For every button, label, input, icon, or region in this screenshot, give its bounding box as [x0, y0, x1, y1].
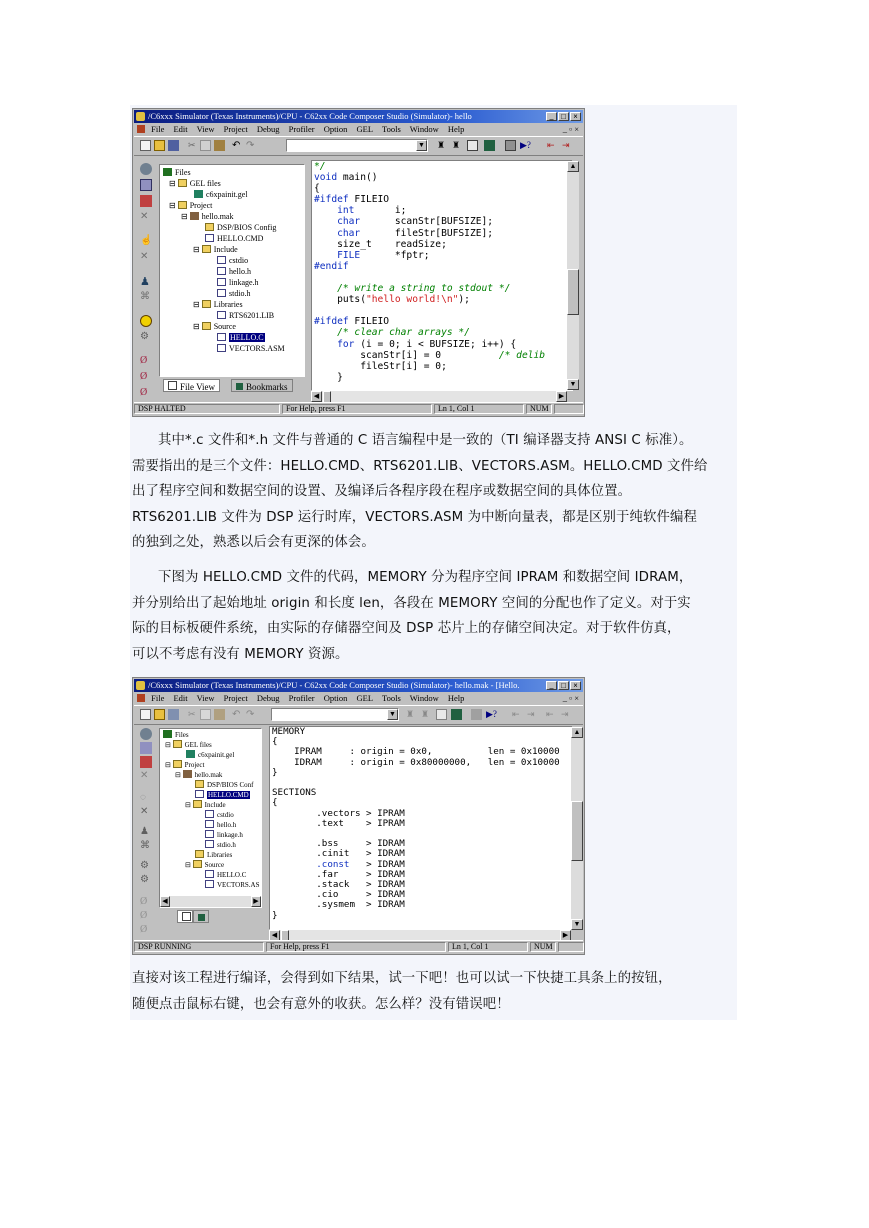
para2-line3: 际的目标板硬件系统，由实际的存储器空间及 DSP 芯片上的存储空间决定。对于软件仿真，: [132, 621, 681, 636]
file-icon: [205, 840, 214, 848]
para1-line5: 的独到之处，熟悉以后会有更深的体会。: [132, 535, 375, 550]
bookmarks-icon: [198, 914, 205, 921]
file-icon: [205, 870, 214, 878]
scroll-up-button[interactable]: ▲: [571, 727, 583, 738]
tree-node-gel-files[interactable]: ⊟ GEL files: [165, 741, 212, 749]
folder-icon: [173, 760, 182, 768]
clock-icon[interactable]: [140, 315, 152, 327]
paragraph-1: [132, 428, 734, 556]
tree-tabs: [159, 910, 262, 924]
save-icon[interactable]: [168, 140, 179, 151]
step-into-icon[interactable]: [140, 163, 152, 175]
help-pointer-icon[interactable]: ▶?: [520, 140, 531, 150]
menu-option[interactable]: Option: [323, 693, 348, 703]
run-icon[interactable]: ☝: [140, 235, 153, 246]
find-next-icon[interactable]: ♜: [421, 709, 430, 719]
print-icon[interactable]: [505, 140, 516, 151]
tree-tabs: [159, 379, 305, 393]
probe-icon[interactable]: Ø: [140, 371, 148, 382]
bookmark-icon[interactable]: [451, 709, 462, 720]
menu-profiler[interactable]: Profiler: [288, 124, 315, 134]
chevron-down-icon[interactable]: ▼: [387, 709, 398, 720]
save-icon[interactable]: [168, 709, 179, 720]
window-title-bar[interactable]: [134, 110, 583, 123]
indent-icon[interactable]: ⇤: [547, 140, 555, 150]
scroll-down-button[interactable]: ▼: [567, 379, 579, 390]
window-title: /C6xxx Simulator (Texas Instruments)/CPU - C62xx Code Composer Studio (Simulator)- hello: [148, 111, 472, 121]
tab-bookmarks[interactable]: [193, 910, 209, 923]
file-view-icon: [168, 381, 177, 390]
para1-line1: 其中*.c 文件和*.h 文件与普通的 C 语言编程中是一致的（TI 编译器支持 ANSI C 标准）。: [158, 433, 693, 448]
status-extra: [558, 942, 584, 952]
tree-node-project[interactable]: ⊟ Project: [169, 201, 213, 210]
menu-gel[interactable]: GEL: [356, 124, 374, 134]
outdent-icon[interactable]: ⇥: [527, 709, 535, 719]
para1-line3: 出了程序空间和数据空间的设置、及编译后各程序段在程序或数据空间的具体位置。: [132, 484, 632, 499]
tree-node-src1[interactable]: HELLO.C: [205, 870, 246, 880]
menu-debug[interactable]: Debug: [256, 124, 280, 134]
tree-node-lib1[interactable]: RTS6201.LIB: [217, 311, 274, 321]
maximize-button[interactable]: □: [558, 112, 569, 121]
tree-node-include[interactable]: ⊟ Include: [193, 245, 238, 254]
paste-icon[interactable]: [214, 140, 225, 151]
tree-node-project[interactable]: ⊟ Project: [165, 761, 205, 769]
paste-icon[interactable]: [214, 709, 225, 720]
minimize-button[interactable]: _: [546, 112, 557, 121]
window-title: /C6xxx Simulator (Texas Instruments)/CPU - C62xx Code Composer Studio (Simulator)- hello.mak - [Hello.: [148, 680, 520, 690]
debug-toolbar: [135, 726, 157, 941]
tree-horizontal-scrollbar[interactable]: [160, 896, 261, 907]
ccs-window-1: [132, 108, 585, 417]
files-icon: [163, 168, 172, 176]
tree-node-gel-file[interactable]: c6xpainit.gel: [194, 190, 248, 200]
project-tree: [159, 164, 305, 377]
status-bar: [134, 940, 583, 953]
scroll-left-button[interactable]: ◀: [160, 896, 170, 907]
help-pointer-icon[interactable]: ▶?: [486, 709, 497, 719]
document-icon: [137, 694, 145, 702]
menu-tools[interactable]: Tools: [382, 693, 401, 703]
tab-bookmarks[interactable]: Bookmarks: [231, 379, 293, 392]
menu-option[interactable]: Option: [323, 124, 348, 134]
debug-toolbar: [135, 157, 157, 403]
menu-bar: [134, 123, 583, 135]
gel-file-icon: [194, 190, 203, 198]
para2-line1: 下图为 HELLO.CMD 文件的代码，MEMORY 分为程序空间 IPRAM 和数据空间 IDRAM，: [158, 570, 693, 585]
tree-node-cmd[interactable]: HELLO.CMD: [205, 234, 263, 244]
halt-icon[interactable]: ✕: [140, 251, 149, 262]
menu-project[interactable]: Project: [223, 124, 248, 134]
code-text: MEMORY { IPRAM : origin = 0x0, len = 0x10000 IDRAM : origin = 0x80000000, len = 0x10000 } SECTIONS { .vectors > IPRAM .text > IPRAM .bss > IDRAM .cinit > IDRAM .const > IDRAM .far > IDRAM .stack > IDRAM .cio > IDRAM .sysmem > IDRAM }: [272, 726, 560, 921]
menu-debug[interactable]: Debug: [256, 693, 280, 703]
project-file-icon: [183, 770, 192, 778]
file-icon: [205, 810, 214, 818]
folder-icon: [202, 245, 211, 253]
watch-icon[interactable]: Ø: [140, 924, 148, 935]
menu-window[interactable]: Window: [409, 693, 439, 703]
tree-node-inc1[interactable]: cstdio: [217, 256, 248, 266]
tree-node-gel-file[interactable]: c6xpainit.gel: [186, 750, 234, 760]
menu-edit[interactable]: Edit: [173, 124, 188, 134]
menu-view[interactable]: View: [196, 693, 215, 703]
file-icon: [217, 278, 226, 286]
file-icon: [217, 267, 226, 275]
status-num: NUM: [526, 404, 552, 414]
menu-view[interactable]: View: [196, 124, 215, 134]
tree-node-bios[interactable]: DSP/BIOS Config: [205, 223, 276, 233]
para2-line2: 并分别给出了起始地址 origin 和长度 len，各段在 MEMORY 空间的分配也作了定义。对于实: [132, 595, 691, 611]
animate-icon[interactable]: Ø: [140, 896, 148, 907]
file-icon: [205, 820, 214, 828]
status-bar: [134, 402, 583, 415]
memory-window-icon[interactable]: [140, 179, 152, 191]
folder-icon: [202, 300, 211, 308]
mdi-controls[interactable]: _ ▫ ×: [562, 124, 579, 134]
scroll-up-button[interactable]: ▲: [567, 161, 579, 172]
undo-icon[interactable]: ↶: [232, 140, 241, 151]
file-icon: [217, 344, 226, 352]
file-icon: [205, 880, 214, 888]
open-folder-icon[interactable]: [154, 140, 165, 151]
halt-icon[interactable]: ✕: [140, 806, 149, 817]
menu-tools[interactable]: Tools: [382, 124, 401, 134]
tab-file-view[interactable]: [177, 910, 193, 923]
copy-icon[interactable]: [200, 140, 211, 151]
menu-help[interactable]: Help: [447, 693, 465, 703]
tree-node-src1[interactable]: HELLO.C: [217, 333, 265, 343]
tree-node-files[interactable]: Files: [163, 168, 191, 178]
tree-node-libraries[interactable]: ⊟ Libraries: [193, 300, 243, 309]
probe-icon[interactable]: Ø: [140, 910, 148, 921]
register-window-icon[interactable]: [140, 195, 152, 207]
status-position: Ln 1, Col 1: [434, 404, 524, 414]
tree-node-inc3[interactable]: linkage.h: [205, 830, 243, 840]
scroll-right-button[interactable]: ▶: [560, 930, 571, 941]
menu-edit[interactable]: Edit: [173, 693, 188, 703]
redo-icon[interactable]: ↷: [246, 709, 255, 720]
tree-node-inc2[interactable]: hello.h: [217, 267, 251, 277]
scroll-down-button[interactable]: ▼: [571, 919, 583, 930]
comment-icon[interactable]: ⇤: [546, 709, 554, 719]
menu-gel[interactable]: GEL: [356, 693, 374, 703]
breakpoint-icon[interactable]: ✕: [140, 770, 149, 781]
tab-file-view[interactable]: File View: [163, 379, 220, 392]
find-combo[interactable]: [286, 139, 428, 152]
menu-project[interactable]: Project: [223, 693, 248, 703]
paragraph-2: [132, 565, 734, 667]
close-button[interactable]: ×: [570, 112, 581, 121]
tree-node-gel-files[interactable]: ⊟ GEL files: [169, 179, 221, 188]
clock-icon[interactable]: ⚙: [140, 874, 149, 885]
file-icon: [217, 311, 226, 319]
find-in-files-icon[interactable]: [436, 709, 447, 720]
scroll-thumb[interactable]: [571, 801, 583, 861]
profile-icon[interactable]: ⚙: [140, 860, 149, 871]
animate-icon[interactable]: Ø: [140, 355, 148, 366]
tree-node-src2[interactable]: VECTORS.ASM: [217, 344, 285, 354]
code-text: */ void main() { #ifdef FILEIO int i; char scanStr[BUFSIZE]; char fileStr[BUFSIZE]; size_t readSize; FILE *fptr; #endif /* write a string to stdout */ puts("hello world!\n"); #ifdef FILEIO /* clear char arrays */ for (i = 0; i < BUFSIZE; i++) { scanStr[i] = 0 /* delib fileStr[i] = 0; }: [314, 161, 546, 383]
folder-icon: [205, 223, 214, 231]
para3-line1: 直接对该工程进行编译，会得到如下结果，试一下吧！也可以试一下快捷工具条上的按钮，: [132, 971, 672, 986]
bookmark-icon[interactable]: [484, 140, 495, 151]
redo-icon[interactable]: ↷: [246, 140, 255, 151]
folder-icon: [193, 860, 202, 868]
scroll-thumb[interactable]: [567, 269, 579, 315]
tree-node-libraries[interactable]: Libraries: [195, 850, 232, 860]
folder-icon: [195, 850, 204, 858]
status-num: NUM: [530, 942, 556, 952]
files-icon: [163, 730, 172, 738]
new-file-icon[interactable]: [140, 140, 151, 151]
copy-icon[interactable]: [200, 709, 211, 720]
mdi-controls[interactable]: _ ▫ ×: [562, 693, 579, 703]
file-icon: [217, 256, 226, 264]
scroll-left-button[interactable]: ◀: [311, 391, 322, 402]
tree-node-mak[interactable]: ⊟ hello.mak: [175, 771, 223, 779]
close-button[interactable]: ×: [570, 681, 581, 690]
paragraph-3: [132, 966, 734, 1017]
print-icon[interactable]: [471, 709, 482, 720]
find-icon[interactable]: ♜: [406, 709, 415, 719]
folder-icon: [173, 740, 182, 748]
editor-vertical-scrollbar[interactable]: [571, 727, 583, 930]
code-editor[interactable]: [311, 160, 573, 391]
file-icon: [205, 234, 214, 242]
chevron-down-icon[interactable]: ▼: [416, 140, 427, 151]
minimize-button[interactable]: _: [546, 681, 557, 690]
status-help: For Help, press F1: [282, 404, 432, 414]
tree-node-inc3[interactable]: linkage.h: [217, 278, 259, 288]
step-into-icon[interactable]: [140, 728, 152, 740]
tree-node-inc4[interactable]: stdio.h: [217, 289, 251, 299]
maximize-button[interactable]: □: [558, 681, 569, 690]
file-icon: [217, 333, 226, 341]
para1-line2: 需要指出的是三个文件：HELLO.CMD、RTS6201.LIB、VECTORS.ASM。HELLO.CMD 文件给: [132, 458, 708, 474]
folder-icon: [178, 179, 187, 187]
gel-file-icon: [186, 750, 195, 758]
cut-icon[interactable]: ✂: [188, 709, 196, 719]
uncomment-icon[interactable]: ⇥: [561, 709, 569, 719]
outdent-icon[interactable]: ⇥: [562, 140, 570, 150]
code-editor[interactable]: [269, 726, 573, 930]
tree-node-src2[interactable]: VECTORS.AS: [205, 880, 259, 890]
find-icon[interactable]: ♜: [437, 140, 446, 150]
tree-node-inc2[interactable]: hello.h: [205, 820, 236, 830]
ccs-window-2: [132, 677, 585, 955]
find-next-icon[interactable]: ♜: [452, 140, 461, 150]
tree-node-files[interactable]: Files: [163, 730, 189, 740]
file-icon: [217, 289, 226, 297]
project-file-icon: [190, 212, 199, 220]
find-combo[interactable]: [271, 708, 399, 721]
menu-file[interactable]: File: [151, 124, 165, 134]
undo-icon[interactable]: ↶: [232, 709, 241, 720]
scroll-right-button[interactable]: ▶: [556, 391, 567, 402]
app-icon: [136, 681, 145, 690]
step-over-icon[interactable]: ♟: [140, 826, 149, 837]
register-window-icon[interactable]: [140, 756, 152, 768]
status-state: DSP HALTED: [134, 404, 280, 414]
para2-line4: 可以不考虑有没有 MEMORY 资源。: [132, 646, 349, 662]
project-tree: [159, 728, 262, 908]
folder-icon: [193, 800, 202, 808]
file-icon: [195, 790, 204, 798]
tree-node-cmd[interactable]: HELLO.CMD: [195, 790, 250, 800]
para1-line4: RTS6201.LIB 文件为 DSP 运行时库，VECTORS.ASM 为中断向量表，都是区别于纯软件编程: [132, 509, 697, 525]
tree-node-bios[interactable]: DSP/BIOS Conf: [195, 780, 253, 790]
menu-file[interactable]: File: [151, 693, 165, 703]
file-view-icon: [182, 912, 191, 921]
open-folder-icon[interactable]: [154, 709, 165, 720]
toolbar: [134, 705, 583, 725]
tree-node-inc1[interactable]: cstdio: [205, 810, 234, 820]
para3-line2: 随便点击鼠标右键，也会有意外的收获。怎么样？没有错误吧！: [132, 996, 510, 1012]
folder-icon: [195, 780, 204, 788]
tree-node-mak[interactable]: ⊟ hello.mak: [181, 212, 234, 221]
profile-icon[interactable]: ⚙: [140, 331, 149, 342]
cut-icon[interactable]: ✂: [188, 140, 196, 150]
folder-icon: [202, 322, 211, 330]
file-icon: [205, 830, 214, 838]
status-position: Ln 1, Col 1: [448, 942, 528, 952]
watch-icon[interactable]: Ø: [140, 387, 148, 398]
new-file-icon[interactable]: [140, 709, 151, 720]
tree-node-inc4[interactable]: stdio.h: [205, 840, 236, 850]
status-state: DSP RUNNING: [134, 942, 264, 952]
menu-profiler[interactable]: Profiler: [288, 693, 315, 703]
memory-window-icon[interactable]: [140, 742, 152, 754]
step-over-icon[interactable]: ♟: [140, 276, 150, 288]
toolbar: [134, 136, 583, 156]
scroll-left-button[interactable]: ◀: [269, 930, 280, 941]
status-extra: [554, 404, 584, 414]
indent-icon[interactable]: ⇤: [512, 709, 520, 719]
scroll-right-button[interactable]: ▶: [251, 896, 261, 907]
menu-window[interactable]: Window: [409, 124, 439, 134]
tree-node-source[interactable]: ⊟ Source: [193, 322, 236, 331]
menu-bar: [134, 692, 583, 704]
document-icon: [137, 125, 145, 133]
menu-help[interactable]: Help: [447, 124, 465, 134]
tree-node-source[interactable]: ⊟ Source: [185, 861, 225, 869]
window-title-bar[interactable]: [134, 679, 583, 692]
folder-icon: [178, 201, 187, 209]
status-help: For Help, press F1: [266, 942, 446, 952]
editor-vertical-scrollbar[interactable]: [567, 161, 579, 390]
find-in-files-icon[interactable]: [467, 140, 478, 151]
step-out-icon[interactable]: ⌘: [140, 840, 150, 851]
breakpoint-icon[interactable]: ✕: [140, 211, 149, 222]
tree-node-include[interactable]: ⊟ Include: [185, 801, 226, 809]
bookmarks-icon: [236, 383, 243, 390]
step-out-icon[interactable]: ⌘: [140, 291, 150, 302]
app-icon: [136, 112, 145, 121]
run-icon[interactable]: ◌: [140, 792, 146, 803]
